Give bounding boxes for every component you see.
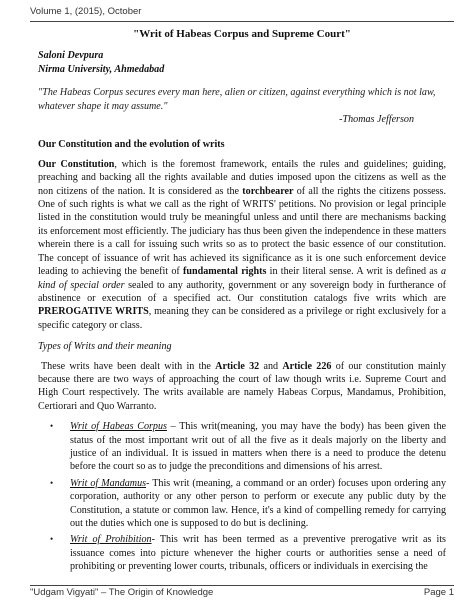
section-heading-types: Types of Writs and their meaning	[38, 341, 172, 353]
writ-description: - This writ has been termed as a preventive prerogative writ as its issuance comes into picture whenever the higher courts or authorities sense a need of prohibiting or preventing lower courts, tribunals, officers or individuals in exercising the	[70, 534, 446, 573]
writs-list	[38, 420, 446, 573]
epigraph-quote: "The Habeas Corpus secures every man here, alien or citizen, against everything which is not law, whatever shape it may assume."	[38, 87, 436, 112]
header-rule	[30, 21, 454, 22]
writ-term: Writ of Habeas Corpus	[70, 421, 167, 433]
bullet-icon: •	[50, 421, 54, 432]
text-run: , which is the foremost framework, entails the rules and guidelines; guiding, preaching and backing all the rights available and duties imposed upon the citizens as well as the non citizens of the nation. It is considered as the	[38, 158, 446, 197]
text-run: These writs have been dealt with in the	[41, 360, 216, 372]
running-footer	[30, 587, 454, 605]
author-name: Saloni Devpura	[38, 50, 104, 62]
bullet-icon: •	[50, 477, 54, 488]
italic-term: a kind of special order	[38, 266, 446, 291]
writ-term: Writ of Mandamus	[70, 477, 147, 489]
bold-term: Our Constitution	[38, 158, 115, 170]
section-heading-constitution: Our Constitution and the evolution of writs	[38, 139, 225, 151]
text-run: and	[259, 360, 283, 372]
bold-term: Article 226	[282, 360, 332, 372]
writ-description: - This writ (meaning, a command or an order) focuses upon ordering any corporation, authority or any other person to perform or execute any public duty by the Constitution, a statute or common law. Hence, it's a kind of compelling remedy for carrying out the duties which one is supposed to do but is declining.	[70, 477, 446, 529]
article-body	[38, 28, 446, 577]
text-run: in their literal sense. A writ is defined as	[266, 266, 441, 278]
bold-term: torchbearer	[242, 185, 294, 197]
writ-term: Writ of Prohibition	[70, 534, 152, 546]
writ-description: – This writ(meaning, you may have the body) has been given the status of the most important writ out of all the five as it deals majorly on the liberty and justice of an individual. It is issued in matters when there is a need to produce the detenu before the court so as to judge the preconditions and dimensions of his arrest.	[70, 421, 446, 473]
text-run: of all the rights the citizens possess. One of such rights is what we call as the right of WRITS' petitions. No provision or legal principle listed in the constitution would truly be meaningful unless and until there are mechanisms backing its enforcement most efficiently. The judiciary has thus been given the independence in these matters wherein there is a call for issuing such writs so as to protect the basic essence of our constitution. The concept of issuance of writ has achieved its significance as it is one such enforcement device leading to achieving the benefit of	[38, 185, 446, 278]
page-number: Page 1	[423, 587, 454, 598]
text-run: sealed to any authority, government or any sovereign body in furtherance of abstinence or execution of a specified act. Our constitution catalogs five writs which are	[38, 279, 446, 304]
bold-term: fundamental rights	[183, 266, 267, 278]
article-title: "Writ of Habeas Corpus and Supreme Court"	[133, 28, 351, 40]
footer-rule	[30, 585, 454, 586]
paragraph-constitution	[38, 158, 446, 332]
author-affiliation: Nirma University, Ahmedabad	[38, 63, 165, 75]
bold-term: PREROGATIVE WRITS	[38, 306, 149, 318]
text-run: of our constitution mainly because there are two ways of approaching the court of law though writs i.e. Supreme Court and High Court respectively. The writs available are namely Habeas Corpus, Mandamus, Prohibition, Certiorari and Quo Warranto.	[38, 360, 447, 412]
text-run: , meaning they can be considered as a privilege or right exclusively for a specific category or class.	[38, 306, 446, 331]
bullet-icon: •	[50, 534, 54, 545]
list-item	[50, 533, 446, 573]
journal-name: "Udgam Vigyati" – The Origin of Knowledge	[30, 587, 214, 598]
bold-term: Article 32	[215, 360, 260, 372]
running-header: Volume 1, (2015), October	[30, 6, 142, 17]
list-item	[50, 477, 446, 531]
epigraph-attribution: -Thomas Jefferson	[339, 114, 414, 126]
paragraph-types	[38, 360, 446, 414]
list-item	[50, 420, 446, 474]
